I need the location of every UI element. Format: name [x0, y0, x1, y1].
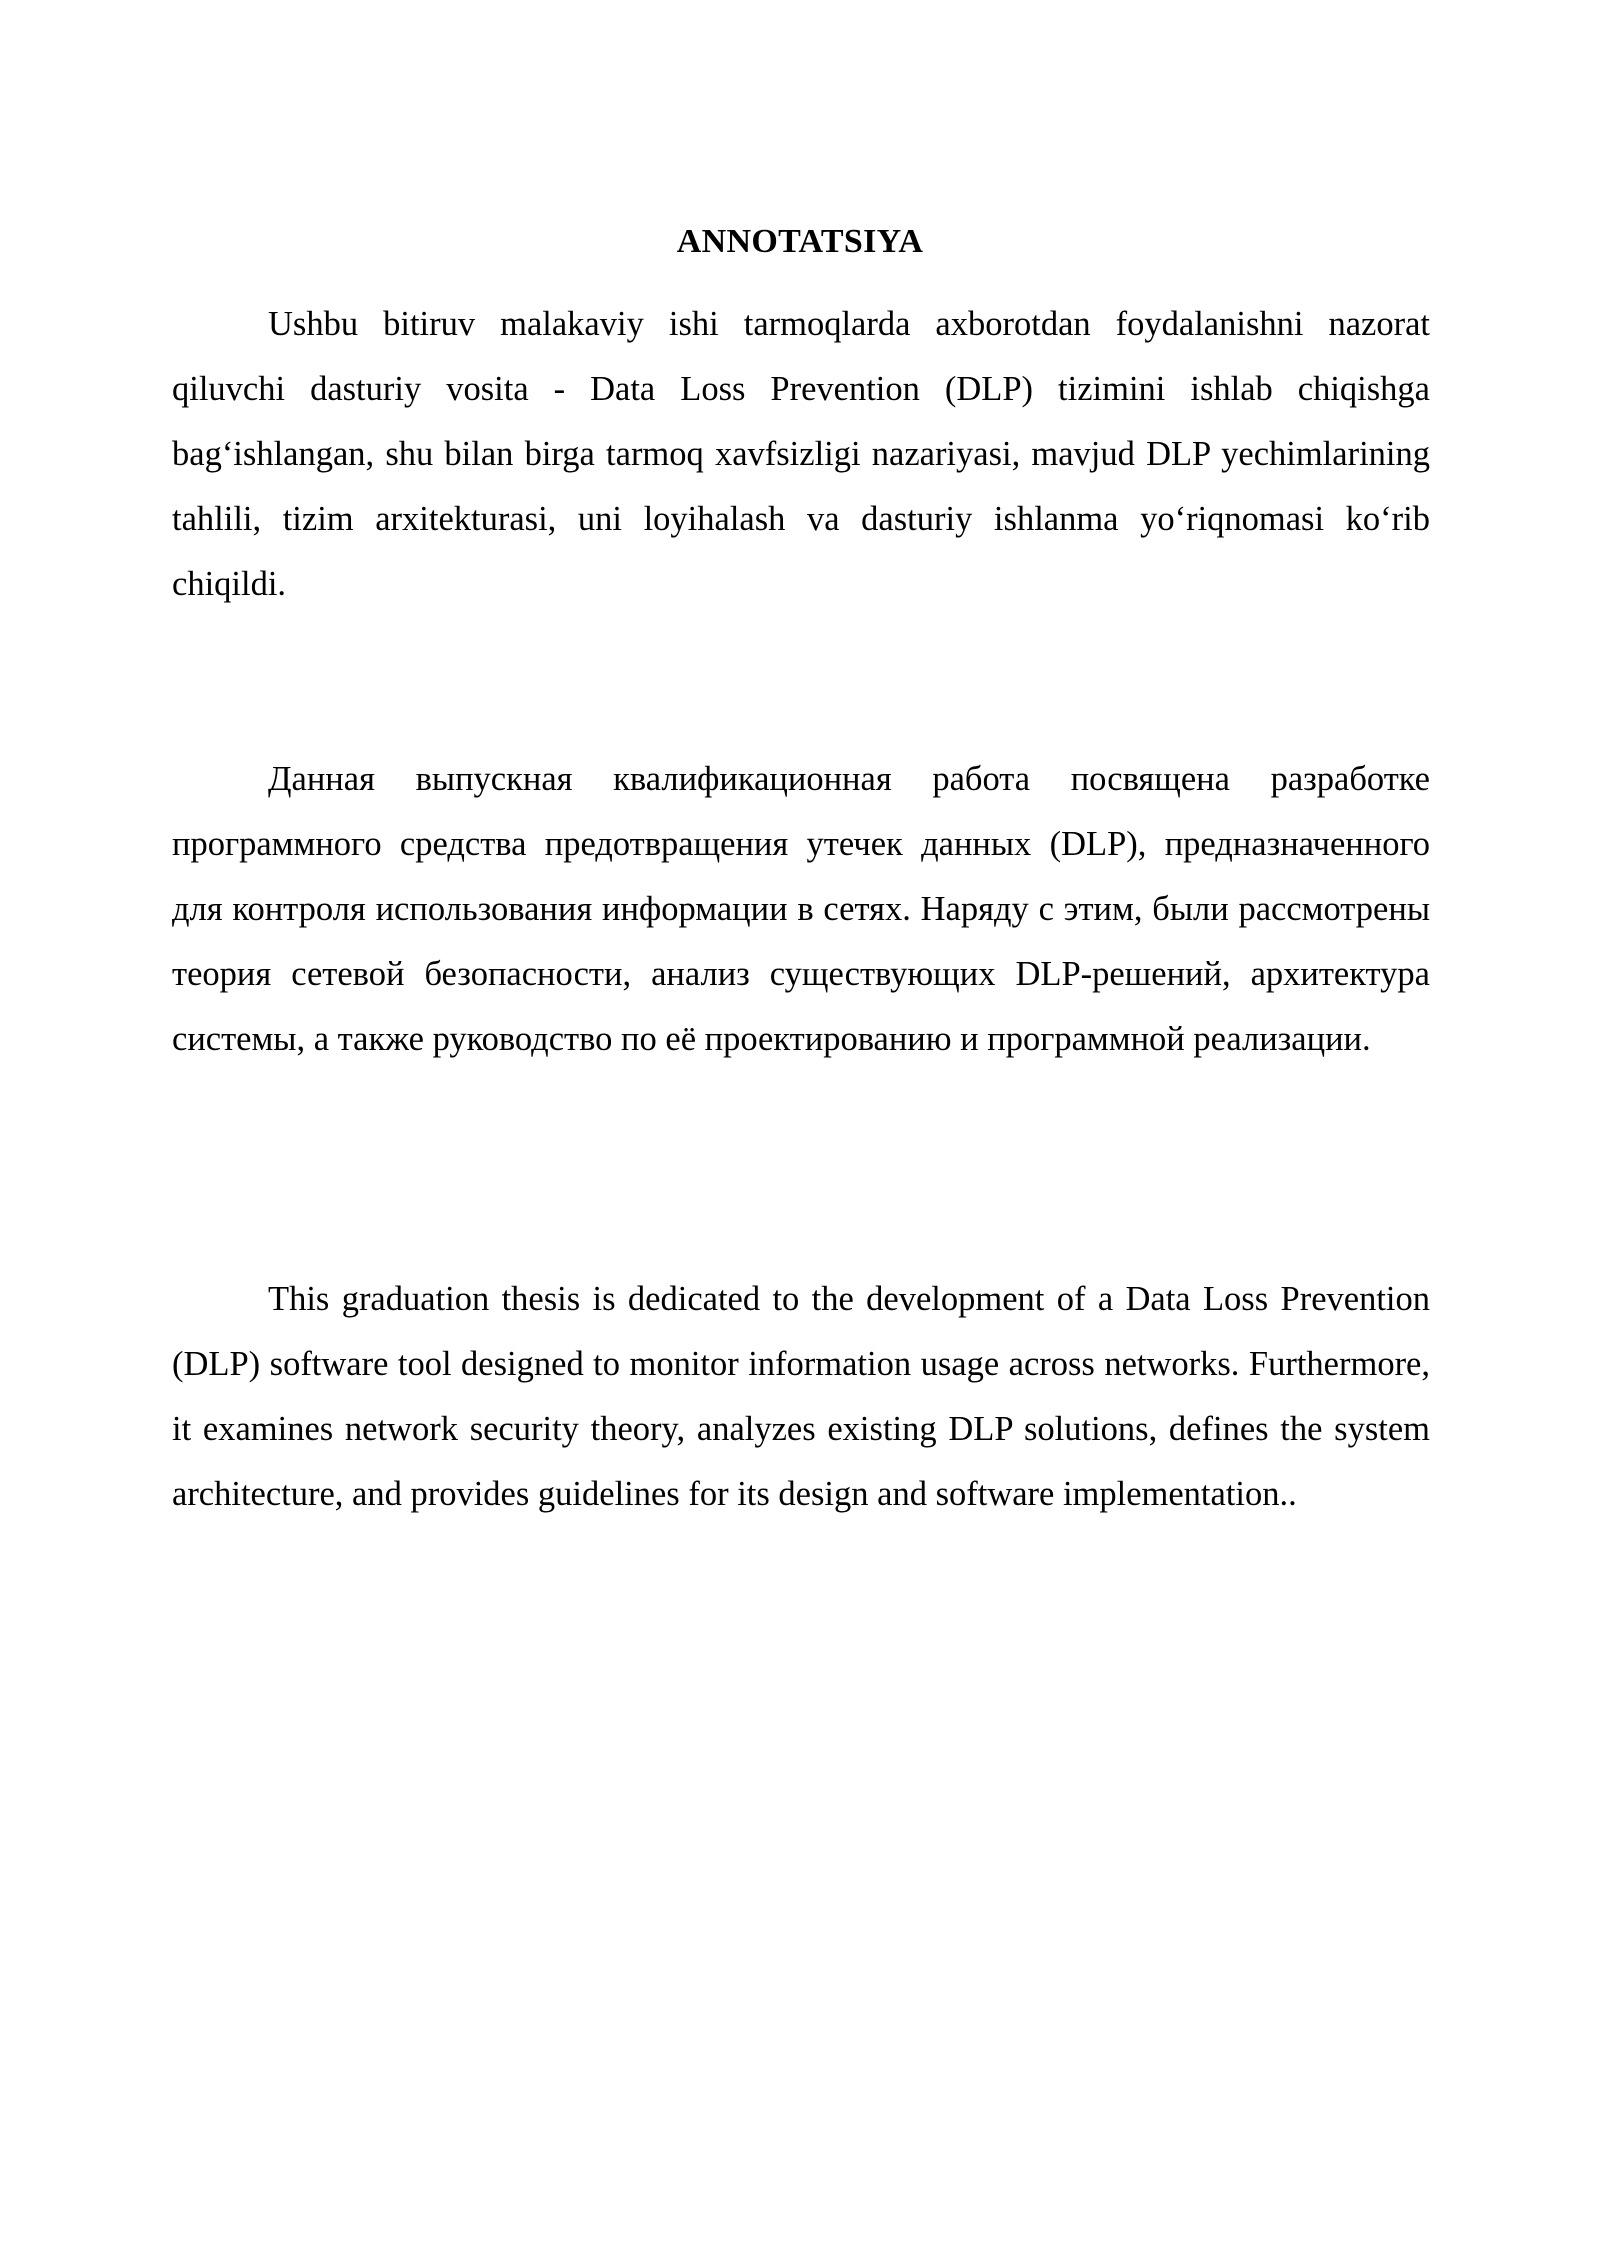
annotation-title: ANNOTATSIYA	[676, 223, 924, 260]
abstract-paragraph-russian: Данная выпускная квалификационная работа посвящена разработке программного средства предотвращения утечек данных (DLP), предназначенного для контроля использования информации в сетях. Наряду с этим, были рассмотрены теория сетевой безопасности, анализ существующих DLP-решений, архитектура системы, а также руководство по её проектированию и программной реализации.	[172, 760, 1430, 1058]
abstract-paragraph-english: This graduation thesis is dedicated to the development of a Data Loss Prevention (DLP) software tool designed to monitor information usage across networks. Furthermore, it examines network security theory, analyzes existing DLP solutions, defines the system architecture, and provides guidelines for its design and software implementation..	[172, 1280, 1430, 1513]
abstract-paragraph-uzbek: Ushbu bitiruv malakaviy ishi tarmoqlarda axborotdan foydalanishni nazorat qiluvchi dasturiy vosita - Data Loss Prevention (DLP) tizimini ishlab chiqishga bag‘ishlangan, shu bilan birga tarmoq xavfsizligi nazariyasi, mavjud DLP yechimlarining tahlili, tizim arxitekturasi, uni loyihalash va dasturiy ishlanma yo‘riqnomasi ko‘rib chiqildi.	[172, 305, 1430, 603]
